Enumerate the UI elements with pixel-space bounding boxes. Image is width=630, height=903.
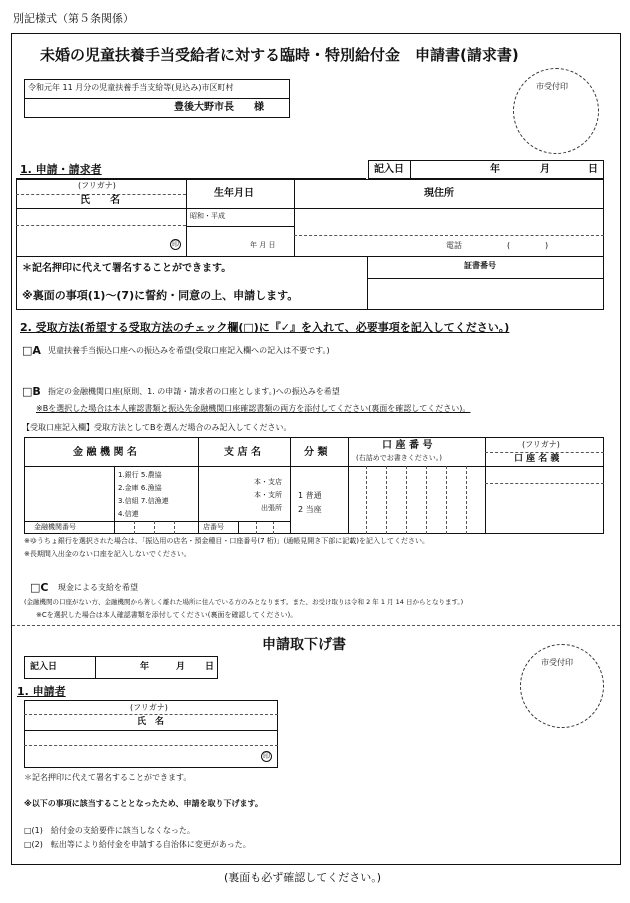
col-branch-name: 支 店 名 <box>224 447 261 458</box>
withdrawal-seal-mark-icon: 印 <box>263 752 270 760</box>
option-b-text: 指定の金融機関口座(原則、1. の申請・請求者の口座とします。)への振込みを希望 <box>48 387 340 396</box>
withdrawal-entry-date-label: 記入日 <box>30 662 58 672</box>
col-account-holder: 口 座 名 義 <box>514 454 560 464</box>
section1-heading: 1. 申請・請求者 <box>20 163 102 176</box>
dormant-account-note: ※長期間入出金のない口座を記入しないでください。 <box>24 550 191 558</box>
yucho-note: ※ゆうちょ銀行を選択された場合は、「振込用の店名・預金種目・口座番号(7 桁)」(通帳見開き下部に記載)を記入してください。 <box>24 537 429 545</box>
account-type-option: 1 普通 <box>298 491 322 500</box>
address-label: 現住所 <box>424 188 454 199</box>
entry-day-label: 日 <box>588 164 598 175</box>
bank-code-label: 金融機関番号 <box>34 523 76 531</box>
section2-heading: 2. 受取方法(希望する受取方法のチェック欄(□)に『✓』を入れて、必要事項を記入してください。) <box>20 321 510 334</box>
reception-stamp-label: 市受付印 <box>536 82 568 91</box>
reception-stamp-area <box>513 68 599 154</box>
form-number: 別記様式（第５条関係） <box>13 12 134 25</box>
entry-month-label: 月 <box>540 164 550 175</box>
option-c-checkbox[interactable]: □C <box>30 581 49 594</box>
col-holder-furigana: (フリガナ) <box>522 440 560 449</box>
withdrawal-stamp-label: 市受付印 <box>541 658 573 667</box>
withdrawal-furigana-label: (フリガナ) <box>130 703 168 712</box>
col-bank-name: 金 融 機 関 名 <box>73 447 137 458</box>
seal-mark-icon: 印 <box>172 240 179 248</box>
option-c-note1: (金融機関の口座がない方、金融機関から著しく離れた場所に住んでいる方のみとなります。また、お受け取りは令和 2 年 1 月 14 日からとなります。) <box>24 598 464 606</box>
withdrawal-year-label: 年 <box>140 662 150 672</box>
birth-date-label: 生年月日 <box>214 188 254 199</box>
col-account-number-note: (右詰めでお書きください。) <box>356 454 442 462</box>
branch-type-option: 出張所 <box>261 504 282 512</box>
withdrawal-applicant-heading: 1. 申請者 <box>17 685 66 698</box>
withdrawal-stamp-area <box>520 644 604 728</box>
entry-date-label: 記入日 <box>374 164 404 175</box>
option-a-checkbox[interactable]: □A <box>22 344 41 357</box>
withdrawal-reason-1[interactable]: □(1) 給付金の支給要件に該当しなくなった。 <box>24 826 195 835</box>
furigana-label: (フリガナ) <box>78 181 116 190</box>
era-options: 昭和・平成 <box>190 212 225 220</box>
name-label: 氏 名 <box>80 195 120 206</box>
branch-code-label: 店番号 <box>203 523 224 531</box>
option-b-checkbox[interactable]: □B <box>22 385 41 398</box>
option-a-text: 児童扶養手当振込口座への振込みを希望(受取口座記入欄への記入は不要です。) <box>48 346 330 355</box>
branch-type-option: 本・支所 <box>254 491 282 499</box>
account-intro: 【受取口座記入欄】受取方法としてBを選んだ場合のみ記入してください。 <box>22 423 292 432</box>
option-c-text: 現金による支給を希望 <box>58 583 138 592</box>
form-title: 未婚の児童扶養手当受給者に対する臨時・特別給付金 申請書(請求書) <box>40 46 519 64</box>
bank-type-option: 3.信組 7.信漁連 <box>118 497 169 505</box>
withdrawal-reason-2[interactable]: □(2) 転出等により給付金を申請する自治体に変更があった。 <box>24 840 251 849</box>
col-account-type: 分 類 <box>304 447 328 458</box>
withdrawal-name-label: 氏 名 <box>137 717 165 727</box>
withdrawal-title: 申請取下げ書 <box>262 637 346 653</box>
certificate-number-label: 証書番号 <box>464 261 496 270</box>
mayor-addressee: 豊後大野市長 様 <box>174 102 264 113</box>
footer-note: (裏面も必ず確認してください。) <box>224 871 382 884</box>
bank-type-option: 2.金庫 6.漁協 <box>118 484 162 492</box>
col-account-number: 口 座 番 号 <box>382 440 433 451</box>
branch-type-option: 本・支店 <box>254 478 282 486</box>
phone-paren-open: ( <box>507 241 511 250</box>
option-c-note2: ※Cを選択した場合は本人確認書類を添付してください(裏面を確認してください)。 <box>36 611 298 619</box>
withdrawal-month-label: 月 <box>176 662 186 672</box>
phone-paren-close: ) <box>545 241 549 250</box>
pledge-text: ※裏面の事項(1)〜(7)に誓約・同意の上、申請します。 <box>22 289 299 302</box>
signature-note: ＊記名押印に代えて署名することができます。 <box>22 263 232 274</box>
bank-type-option: 4.信連 <box>118 510 139 518</box>
birth-ymd: 年 月 日 <box>250 241 276 249</box>
withdrawal-reason-intro: ※以下の事項に該当することとなったため、申請を取り下げます。 <box>24 799 263 808</box>
bank-type-option: 1.銀行 5.農協 <box>118 471 162 479</box>
municipality-line: 令和元年 11 月分の児童扶養手当支給等(見込み)市区町村 <box>28 83 234 92</box>
withdrawal-signature-note: ＊記名押印に代えて署名することができます。 <box>24 773 192 782</box>
account-type-option: 2 当座 <box>298 505 322 514</box>
option-b-note: ※Bを選択した場合は本人確認書類と振込先金融機関口座確認書類の両方を添付してください(裏面を確認してください)。 <box>36 404 471 413</box>
entry-year-label: 年 <box>490 164 500 175</box>
withdrawal-day-label: 日 <box>205 662 215 672</box>
phone-label: 電話 <box>446 241 462 250</box>
